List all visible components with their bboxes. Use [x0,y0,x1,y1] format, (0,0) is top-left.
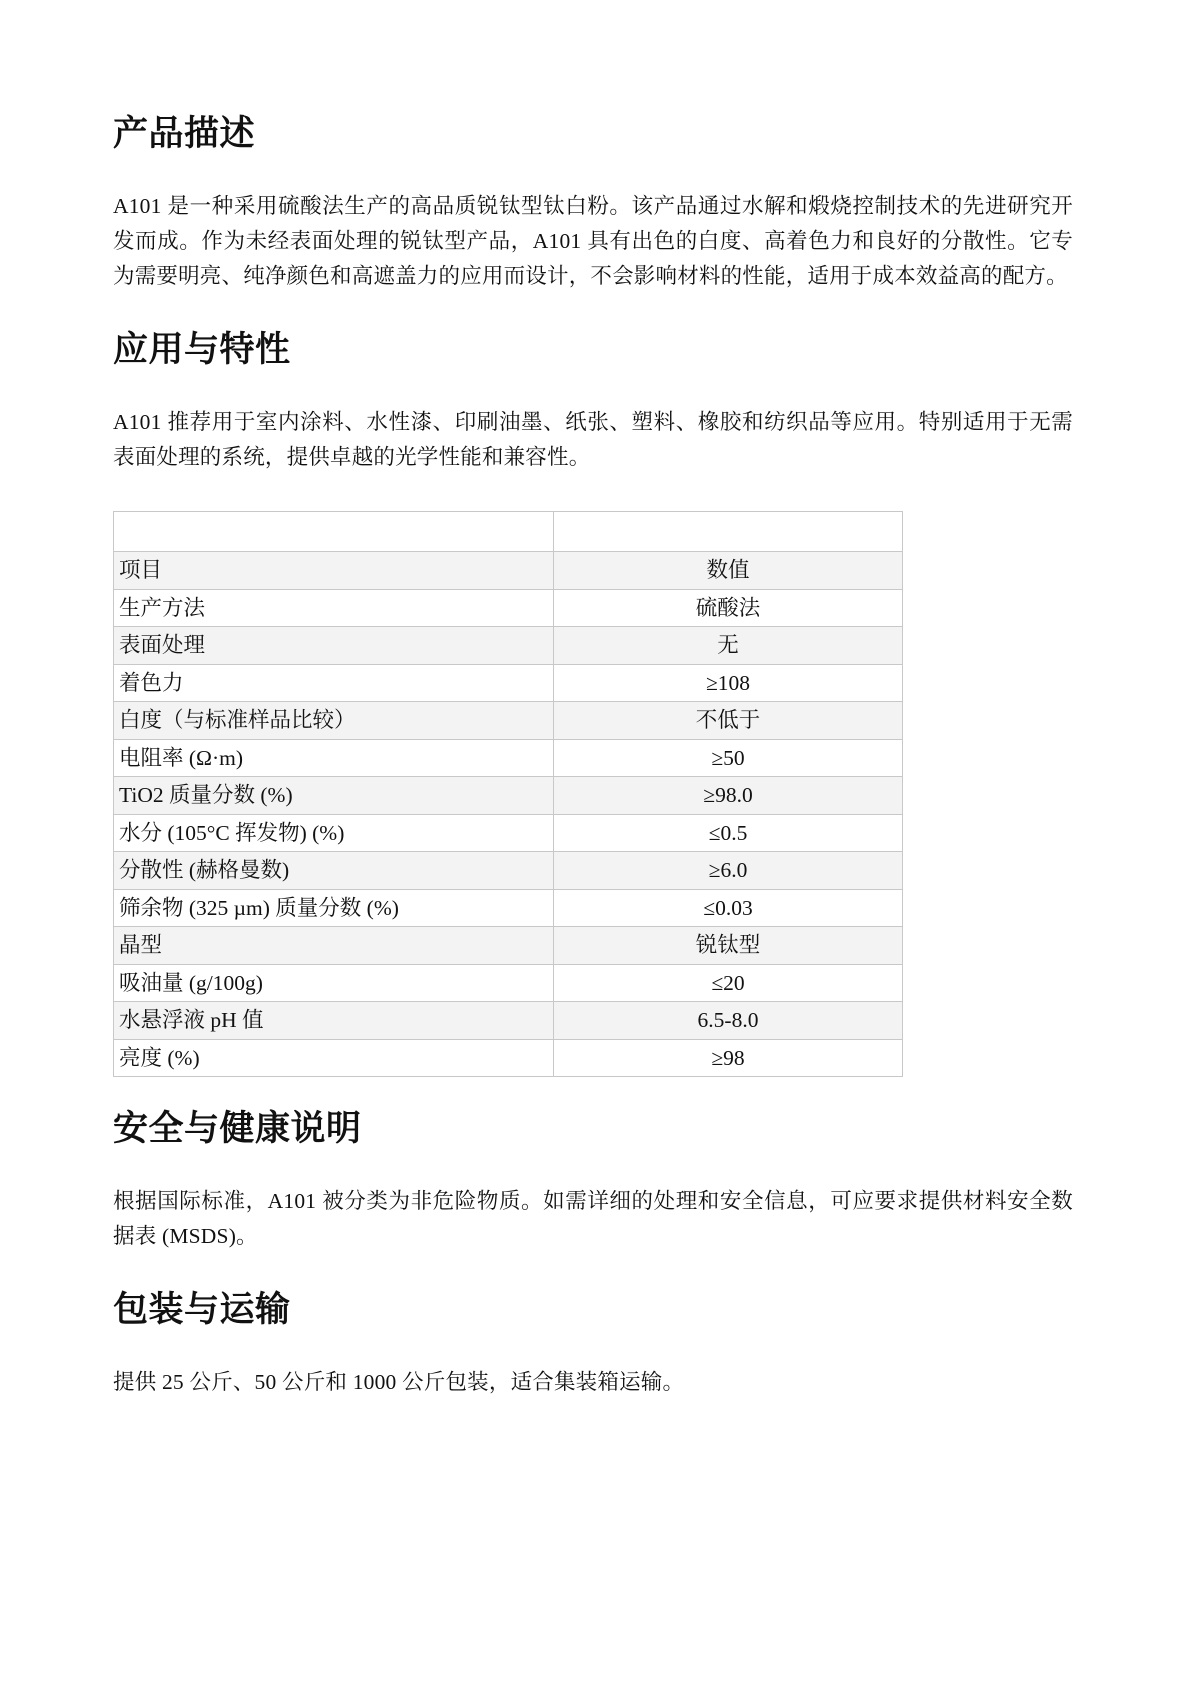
table-row [114,814,903,852]
table-row [114,627,903,665]
row-value: 锐钛型 [554,927,903,965]
row-value: ≥98 [554,1039,903,1077]
row-item: 着色力 [114,664,554,702]
row-item: 晶型 [114,927,554,965]
row-value: 无 [554,627,903,665]
row-item: 亮度 (%) [114,1039,554,1077]
row-item: TiO2 质量分数 (%) [114,777,554,815]
section-title-description: 产品描述 [113,114,256,153]
applications-paragraph: A101 推荐用于室内涂料、水性漆、印刷油墨、纸张、塑料、橡胶和纺织品等应用。特别适用于无需表面处理的系统，提供卓越的光学性能和兼容性。 [113,410,1073,469]
row-item: 电阻率 (Ω·m) [114,739,554,777]
row-value: 硫酸法 [554,589,903,627]
row-item: 筛余物 (325 µm) 质量分数 (%) [114,889,554,927]
spec-table [113,511,903,1077]
column-header-item: 项目 [114,552,554,590]
table-row [114,1002,903,1040]
table-row [114,702,903,740]
table-row [114,964,903,1002]
row-item: 水分 (105°C 挥发物) (%) [114,814,554,852]
packaging-paragraph: 提供 25 公斤、50 公斤和 1000 公斤包装，适合集装箱运输。 [113,1370,685,1394]
table-row [114,889,903,927]
row-value: 6.5-8.0 [554,1002,903,1040]
row-item: 生产方法 [114,589,554,627]
description-paragraph: A101 是一种采用硫酸法生产的高品质锐钛型钛白粉。该产品通过水解和煅烧控制技术的先进研究开发而成。作为未经表面处理的锐钛型产品，A101 具有出色的白度、高着色力和良好的分散性。它专为需要明亮、纯净颜色和高遮盖力的应用而设计，不会影响材料的性能，适用于成本效益高的配方。 [113,194,1073,288]
row-item: 水悬浮液 pH 值 [114,1002,554,1040]
row-value: ≤0.03 [554,889,903,927]
row-item: 表面处理 [114,627,554,665]
table-row [114,739,903,777]
row-value: ≤0.5 [554,814,903,852]
row-item: 分散性 (赫格曼数) [114,852,554,890]
row-value: ≥98.0 [554,777,903,815]
row-item: 白度（与标准样品比较） [114,702,554,740]
table-header-row [114,552,903,590]
table-row [114,777,903,815]
row-value: ≥108 [554,664,903,702]
row-value: ≥6.0 [554,852,903,890]
table-row [114,852,903,890]
row-item: 吸油量 (g/100g) [114,964,554,1002]
section-title-packaging: 包装与运输 [113,1290,291,1329]
table-empty-header-cell [114,512,554,552]
row-value: ≥50 [554,739,903,777]
row-value: 不低于 [554,702,903,740]
section-title-applications: 应用与特性 [113,330,291,369]
table-row [114,927,903,965]
table-empty-header-cell [554,512,903,552]
row-value: ≤20 [554,964,903,1002]
section-title-safety: 安全与健康说明 [113,1109,362,1148]
column-header-value: 数值 [554,552,903,590]
table-row [114,664,903,702]
table-row [114,589,903,627]
table-empty-header-row [114,512,903,552]
table-row [114,1039,903,1077]
safety-paragraph: 根据国际标准，A101 被分类为非危险物质。如需详细的处理和安全信息，可应要求提供材料安全数据表 (MSDS)。 [113,1189,1073,1248]
